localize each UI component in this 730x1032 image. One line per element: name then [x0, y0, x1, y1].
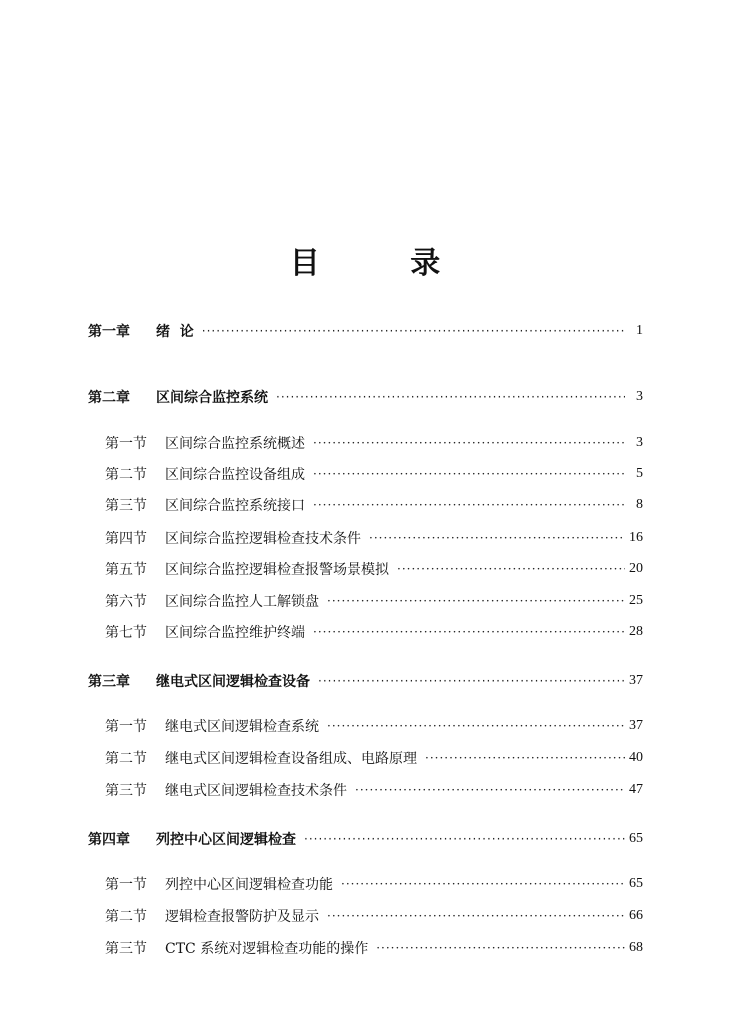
toc-entry-page: 37	[629, 718, 643, 733]
dot-leader	[313, 625, 625, 639]
toc-entry-page: 3	[636, 389, 643, 404]
toc-entry-title: 继电式区间逻辑检查技术条件	[165, 783, 347, 799]
toc-entry-page: 40	[629, 750, 643, 765]
toc-entry-title: 继电式区间逻辑检查系统	[165, 719, 319, 735]
toc-entry-label: 第一节	[105, 719, 147, 735]
toc-entry-page: 16	[629, 530, 643, 545]
toc-entry-page: 25	[629, 593, 643, 608]
dot-leader	[313, 498, 625, 512]
toc-section-row	[105, 873, 643, 895]
toc-section-row	[105, 905, 643, 927]
toc-entry-title: 区间综合监控人工解锁盘	[165, 594, 319, 610]
toc-entry-title: 列控中心区间逻辑检查功能	[165, 877, 333, 893]
toc-entry-title: 区间综合监控系统	[156, 390, 268, 406]
toc-section-row	[105, 937, 643, 959]
toc-entry-page: 5	[636, 466, 643, 481]
toc-section-row	[105, 621, 643, 643]
page-title: 目 录	[289, 246, 481, 281]
dot-leader	[369, 531, 625, 545]
toc-entry-page: 65	[629, 831, 643, 846]
toc-entry-label: 第一章	[88, 324, 130, 340]
dot-leader	[355, 783, 625, 797]
dot-leader	[202, 324, 625, 338]
toc-section-row	[105, 779, 643, 801]
dot-leader	[327, 909, 625, 923]
toc-chapter-row	[88, 320, 643, 342]
toc-entry-title: 区间综合监控系统接口	[165, 498, 305, 514]
dot-leader	[313, 467, 625, 481]
toc-entry-label: 第三章	[88, 674, 130, 690]
toc-entry-label: 第二节	[105, 751, 147, 767]
dot-leader	[425, 751, 625, 765]
dot-leader	[327, 594, 625, 608]
toc-entry-label: 第三节	[105, 498, 147, 514]
toc-entry-title: 区间综合监控逻辑检查技术条件	[165, 531, 361, 547]
dot-leader	[397, 562, 625, 576]
toc-entry-label: 第一节	[105, 436, 147, 452]
dot-leader	[313, 436, 625, 450]
toc-section-row	[105, 494, 643, 516]
toc-entry-page: 20	[629, 561, 643, 576]
toc-chapter-row	[88, 828, 643, 850]
toc-entry-page: 3	[636, 435, 643, 450]
toc-entry-page: 28	[629, 624, 643, 639]
toc-entry-title: 区间综合监控系统概述	[165, 436, 305, 452]
toc-entry-page: 47	[629, 782, 643, 797]
toc-section-row	[105, 432, 643, 454]
dot-leader	[327, 719, 625, 733]
toc-entry-label: 第二节	[105, 909, 147, 925]
dot-leader	[376, 941, 625, 955]
toc-section-row	[105, 463, 643, 485]
toc-entry-label: 第四章	[88, 832, 130, 848]
toc-section-row	[105, 558, 643, 580]
dot-leader	[304, 832, 625, 846]
toc-entry-title: 区间综合监控维护终端	[165, 625, 305, 641]
toc-entry-title: 继电式区间逻辑检查设备	[156, 674, 310, 690]
toc-section-row	[105, 527, 643, 549]
toc-entry-title: 逻辑检查报警防护及显示	[165, 909, 319, 925]
toc-section-row	[105, 715, 643, 737]
toc-entry-label: 第五节	[105, 562, 147, 578]
toc-entry-page: 37	[629, 673, 643, 688]
toc-entry-label: 第六节	[105, 594, 147, 610]
dot-leader	[341, 877, 625, 891]
toc-entry-title: 绪 论	[156, 324, 194, 340]
toc-entry-title: 区间综合监控逻辑检查报警场景模拟	[165, 562, 389, 578]
toc-entry-label: 第三节	[105, 941, 147, 957]
toc-entry-label: 第一节	[105, 877, 147, 893]
toc-entry-label: 第二章	[88, 390, 130, 406]
dot-leader	[276, 390, 625, 404]
toc-entry-label: 第二节	[105, 467, 147, 483]
toc-entry-page: 68	[629, 940, 643, 955]
toc-entry-label: 第七节	[105, 625, 147, 641]
toc-entry-page: 1	[636, 323, 643, 338]
toc-chapter-row	[88, 670, 643, 692]
toc-entry-title: CTC 系统对逻辑检查功能的操作	[165, 941, 369, 957]
toc-entry-page: 66	[629, 908, 643, 923]
toc-section-row	[105, 747, 643, 769]
toc-entry-title: 列控中心区间逻辑检查	[156, 832, 296, 848]
toc-section-row	[105, 590, 643, 612]
dot-leader	[318, 674, 625, 688]
toc-entry-page: 8	[636, 497, 643, 512]
toc-chapter-row	[88, 386, 643, 408]
toc-entry-title: 区间综合监控设备组成	[165, 467, 305, 483]
toc-entry-label: 第四节	[105, 531, 147, 547]
toc-entry-page: 65	[629, 876, 643, 891]
toc-entry-label: 第三节	[105, 783, 147, 799]
toc-entry-title: 继电式区间逻辑检查设备组成、电路原理	[165, 751, 417, 767]
